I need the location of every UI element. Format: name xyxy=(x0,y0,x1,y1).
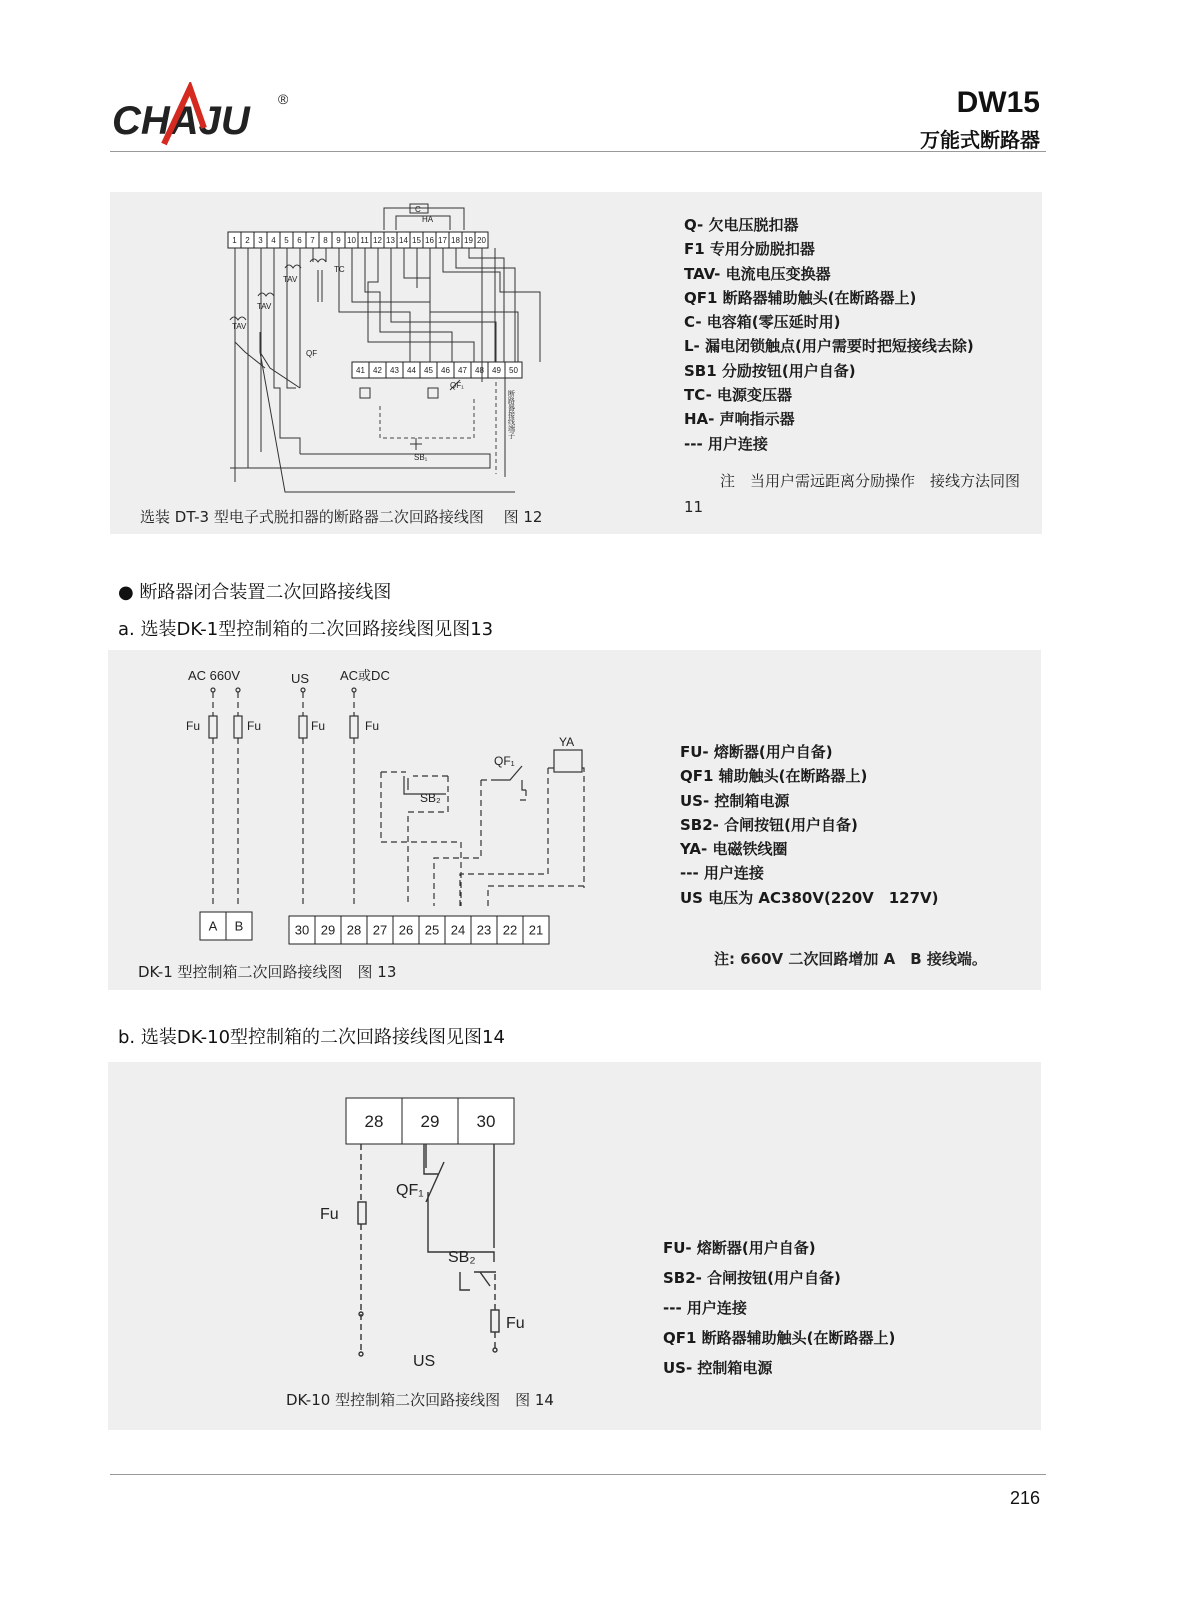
terminal-number: 23 xyxy=(476,922,492,938)
terminal-number: 30 xyxy=(476,1112,496,1132)
terminal-number: 11 xyxy=(360,235,369,245)
legend-item: FU- 熔断器(用户自备) xyxy=(680,743,833,761)
label-acdc: AC或DC xyxy=(340,668,390,683)
ya-coil xyxy=(554,750,582,772)
figure14-caption: DK-10 型控制箱二次回路接线图 图 14 xyxy=(286,1391,554,1409)
terminal-number: 25 xyxy=(424,922,440,938)
terminal-number: 22 xyxy=(502,922,518,938)
product-name: 万能式断路器 xyxy=(920,128,1040,152)
header-divider xyxy=(110,151,1046,152)
terminal-number: 12 xyxy=(373,235,382,245)
terminal-number: B xyxy=(234,918,244,934)
terminal-number: 14 xyxy=(399,235,408,245)
legend-item: QF1 辅助触头(在断路器上) xyxy=(680,767,868,786)
terminal-number: 44 xyxy=(407,365,416,375)
fuse xyxy=(358,1202,366,1224)
terminal-number: 7 xyxy=(310,235,315,245)
legend-item: TC- 电源变压器 xyxy=(684,386,793,405)
terminal-number: 41 xyxy=(356,365,365,375)
legend-item: L- 漏电闭锁触点(用户需要时把短接线去除) xyxy=(684,337,974,356)
label-tav-1: TAV xyxy=(283,275,298,284)
terminal-number: 27 xyxy=(372,922,388,938)
legend-item: US- 控制箱电源 xyxy=(663,1359,773,1377)
chaju-logo xyxy=(112,82,312,162)
figure13-legend xyxy=(680,740,939,910)
legend-item: US- 控制箱电源 xyxy=(680,791,790,810)
legend-item: YA- 电磁铁线圈 xyxy=(680,840,788,859)
label-qf1: QF₁ xyxy=(450,381,464,390)
terminal-number: 20 xyxy=(477,235,486,245)
legend-item: QF1 断路器辅助触头(在断路器上) xyxy=(663,1329,896,1347)
label-fu: Fu xyxy=(365,719,380,733)
terminal-number: 43 xyxy=(390,365,399,375)
fuse xyxy=(350,716,358,738)
terminal-number: 45 xyxy=(424,365,433,375)
label-fu-2: Fu xyxy=(506,1315,525,1332)
terminal-number: 28 xyxy=(364,1112,384,1132)
label-tc: TC xyxy=(334,265,345,274)
terminal-number: 30 xyxy=(294,922,310,938)
legend-item: TAV- 电流电压变换器 xyxy=(684,264,831,283)
terminal-number: 46 xyxy=(441,365,450,375)
fuse xyxy=(491,1310,499,1332)
figure13-caption: DK-1 型控制箱二次回路接线图 图 13 xyxy=(138,963,397,981)
label-ha: HA xyxy=(422,215,434,224)
label-fu: Fu xyxy=(247,719,262,733)
terminal-number: 48 xyxy=(475,365,484,375)
legend-item: C- 电容箱(零压延时用) xyxy=(684,313,841,332)
legend-item: FU- 熔断器(用户自备) xyxy=(663,1239,816,1257)
label-sb2: SB₂ xyxy=(448,1249,476,1266)
footer-divider xyxy=(110,1474,1046,1475)
terminal-number: 13 xyxy=(386,235,395,245)
terminal-number: 4 xyxy=(271,235,276,245)
label-fu: Fu xyxy=(320,1206,339,1223)
figure12-caption: 选装 DT-3 型电子式脱扣器的断路器二次回路接线图 图 12 xyxy=(140,508,543,526)
label-c: C xyxy=(415,205,421,214)
legend-item: SB2- 合闸按钮(用户自备) xyxy=(680,815,858,834)
legend-item: Q- 欠电压脱扣器 xyxy=(684,216,799,234)
terminal-number: 5 xyxy=(284,235,289,245)
terminal-number: A xyxy=(208,918,218,934)
terminal-number: 18 xyxy=(451,235,460,245)
figure14-legend xyxy=(663,1233,895,1383)
terminal-number: 10 xyxy=(347,235,356,245)
label-fu: Fu xyxy=(311,719,326,733)
logo-text: CHAJU xyxy=(112,99,250,143)
label-side-terminals: 断路器接线端子 xyxy=(507,390,515,439)
terminal-number: 21 xyxy=(528,922,544,938)
label-ac660: AC 660V xyxy=(188,668,241,683)
terminal-number: 28 xyxy=(346,922,362,938)
terminal-strip-ab xyxy=(200,912,252,940)
legend-item: SB1 分励按钮(用户自备) xyxy=(684,361,856,380)
legend-item: --- 用户连接 xyxy=(663,1299,747,1317)
terminal-number: 17 xyxy=(438,235,447,245)
legend-item: US 电压为 AC380V(220V 127V) xyxy=(680,888,939,907)
legend-item: --- 用户连接 xyxy=(680,864,764,883)
terminal-number: 26 xyxy=(398,922,414,938)
terminal-number: 1 xyxy=(232,235,237,245)
registered-mark: ® xyxy=(278,91,289,107)
figure14-diagram xyxy=(108,1062,1041,1430)
section-title: ● 断路器闭合装置二次回路接线图 xyxy=(118,582,392,603)
label-qf1: QF₁ xyxy=(494,754,515,768)
terminal-number: 29 xyxy=(420,1112,440,1132)
terminal-strip-main xyxy=(289,916,549,944)
fuse xyxy=(209,716,217,738)
terminal-number: 3 xyxy=(258,235,263,245)
terminal-number: 50 xyxy=(509,365,518,375)
terminal-number: 24 xyxy=(450,922,466,938)
label-tav-2: TAV xyxy=(257,302,272,311)
legend-item: QF1 断路器辅助触头(在断路器上) xyxy=(684,288,917,307)
fuse xyxy=(299,716,307,738)
terminal-number: 6 xyxy=(297,235,302,245)
terminal-number: 2 xyxy=(245,235,250,245)
figure12-note: 注 当用户需远距离分励操作 接线方法同图 11 xyxy=(684,472,1021,516)
label-qf: QF xyxy=(306,349,318,358)
figure12-legend xyxy=(684,213,974,456)
label-us: US xyxy=(291,671,310,686)
terminal-number: 42 xyxy=(373,365,382,375)
legend-item: --- 用户连接 xyxy=(684,434,768,453)
fuse xyxy=(234,716,242,738)
user-connection-dashed xyxy=(380,398,474,438)
legend-item: HA- 声响指示器 xyxy=(684,410,795,429)
terminal-number: 8 xyxy=(323,235,328,245)
label-qf1: QF₁ xyxy=(396,1182,424,1199)
label-tav-3: TAV xyxy=(232,322,247,331)
figure13-note: 注: 660V 二次回路增加 A B 接线端。 xyxy=(714,950,987,968)
legend-item: F1 专用分励脱扣器 xyxy=(684,240,815,259)
label-sb1: SB₁ xyxy=(414,453,428,462)
terminal-strip xyxy=(346,1098,514,1144)
label-fu: Fu xyxy=(186,719,201,733)
bottom-terminal-strip xyxy=(352,362,522,378)
terminal-number: 47 xyxy=(458,365,467,375)
label-us: US xyxy=(413,1353,436,1370)
terminal-number: 15 xyxy=(412,235,421,245)
section-a-title: a. 选装DK-1型控制箱的二次回路接线图见图13 xyxy=(118,619,494,640)
label-ya: YA xyxy=(559,735,575,749)
terminal-number: 29 xyxy=(320,922,336,938)
label-sb2: SB₂ xyxy=(420,791,441,805)
section-b-title: b. 选装DK-10型控制箱的二次回路接线图见图14 xyxy=(118,1027,505,1048)
terminal-number: 49 xyxy=(492,365,501,375)
terminal-number: 16 xyxy=(425,235,434,245)
terminal-number: 9 xyxy=(336,235,341,245)
terminal-number: 19 xyxy=(464,235,473,245)
top-terminal-strip xyxy=(228,232,488,248)
page-number: 216 xyxy=(1009,1488,1040,1508)
product-code: DW15 xyxy=(956,86,1040,119)
legend-item: SB2- 合闸按钮(用户自备) xyxy=(663,1269,841,1287)
